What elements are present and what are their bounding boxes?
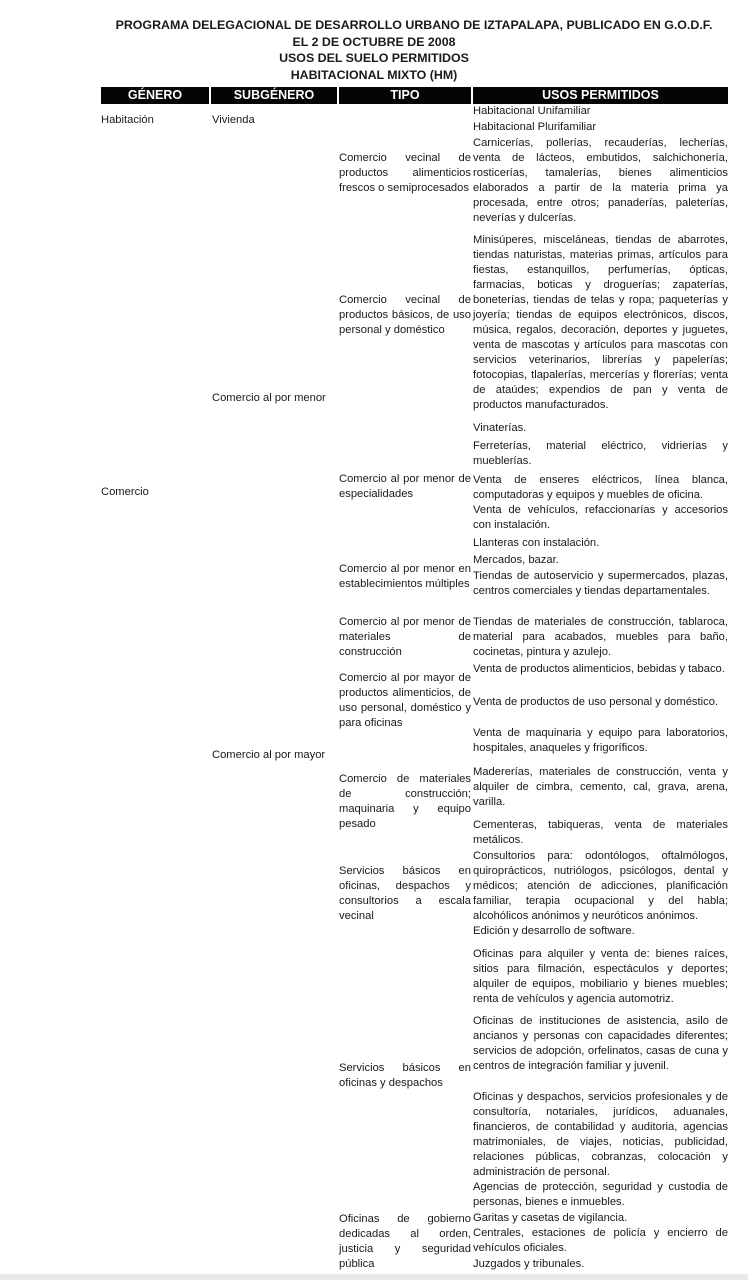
subgenero-comercio-por-menor: Comercio al por menor <box>212 392 326 404</box>
uso-item: Habitacional Unifamiliar <box>473 105 591 117</box>
header-usos-permitidos: USOS PERMITIDOS <box>473 87 728 104</box>
uso-item: Juzgados y tribunales. <box>473 1258 585 1270</box>
tipo-cell: Comercio al por mayor de productos alimenticios, de uso personal, doméstico y para oficinas <box>339 672 471 729</box>
genero-comercio: Comercio <box>101 486 149 498</box>
uso-item: Oficinas para alquiler y venta de: bienes raíces, sitios para filmación, espectáculos y deportes; alquiler de equipos, mobiliario y bienes muebles; renta de vehículos y agencia automotriz. <box>473 948 728 1005</box>
tipo-cell: Comercio al por menor de materiales de construcción <box>339 616 471 658</box>
tipo-cell: Comercio vecinal de productos alimenticios frescos o semiprocesados <box>339 152 471 194</box>
uso-item: Tiendas de autoservicio y supermercados, plazas, centros comerciales y tiendas departamentales. <box>473 570 728 597</box>
uso-item: Minisúperes, misceláneas, tiendas de abarrotes, tiendas naturistas, materias primas, artículos para fiestas, estanquillos, perfumerías, ópticas, farmacias, boticas y droguerías; zapaterías, boneterías, tiendas de telas y ropa; paqueterías y joyería; tiendas de equipos electrónicos, discos, música, regalos, decoración, deportes y juguetes, venta de mascotas y artículos para mascotas con servicios veterinarios, librerías y papelerías; fotocopias, tlapalerías, mercerías y florerías; venta de ataúdes; expendios de pan y venta de productos manufacturados. <box>473 234 728 411</box>
uso-item: Oficinas y despachos, servicios profesionales y de consultoría, notariales, jurídicos, aduanales, financieros, de contabilidad y auditoria, agencias matrimoniales, de viajes, noticias, publicidad, relaciones públicas, cobranzas, colocación y administración de personal. <box>473 1091 728 1178</box>
tipo-cell: Comercio vecinal de productos básicos, de uso personal y doméstico <box>339 294 471 336</box>
tipo-cell: Comercio al por menor en establecimientos múltiples <box>339 563 471 590</box>
uso-item: Agencias de protección, seguridad y custodia de personas, bienes e inmuebles. <box>473 1181 728 1208</box>
header-genero: GÉNERO <box>101 87 209 104</box>
uso-item: Carnicerías, pollerías, recauderías, lecherías, venta de lácteos, embutidos, salchichonería, rosticerías, tamalerías, bienes alimenticios elaborados a partir de la materia prima ya procesada, entre otros; panaderías, paleterías, neverías y dulcerías. <box>473 137 728 224</box>
uso-item: Habitacional Plurifamiliar <box>473 121 597 133</box>
title-line-2: EL 2 DE OCTUBRE DE 2008 <box>292 34 456 49</box>
uso-item: Consultorios para: odontólogos, oftalmólogos, quiroprácticos, nutriólogos, psicólogos, dental y médicos; atención de adicciones, planificación familiar, terapia ocupacional y del habla; alcohólicos anónimos y neuróticos anónimos. <box>473 850 728 922</box>
uso-item: Mercados, bazar. <box>473 554 559 566</box>
uso-item: Tiendas de materiales de construcción, tablaroca, material para acabados, muebles para baño, cocinetas, pintura y azulejo. <box>473 616 728 658</box>
uso-item: Ferreterías, material eléctrico, vidrierías y mueblerías. <box>473 440 728 467</box>
title-line-3: USOS DEL SUELO PERMITIDOS <box>279 51 469 65</box>
uso-item: Madererías, materiales de construcción, venta y alquiler de cimbra, cemento, cal, grava, arena, varilla. <box>473 766 728 808</box>
tipo-cell: Comercio al por menor de especialidades <box>339 473 471 500</box>
uso-item: Venta de vehículos, refaccionarías y accesorios con instalación. <box>473 504 728 531</box>
uso-item: Vinaterías. <box>473 422 527 434</box>
uso-item: Cementeras, tabiqueras, venta de materiales metálicos. <box>473 819 728 846</box>
tipo-cell: Comercio de materiales de construcción; maquinaria y equipo pesado <box>339 773 471 830</box>
page-bottom-edge <box>0 1274 748 1280</box>
subgenero-vivienda: Vivienda <box>212 114 255 126</box>
subgenero-comercio-por-mayor: Comercio al por mayor <box>212 749 326 761</box>
title-line-1: PROGRAMA DELEGACIONAL DE DESARROLLO URBANO DE IZTAPALAPA, PUBLICADO EN G.O.D.F. <box>115 18 713 32</box>
uso-item: Venta de productos de uso personal y doméstico. <box>473 696 719 708</box>
title-line-4: HABITACIONAL MIXTO (HM) <box>290 67 458 82</box>
uso-item: Oficinas de instituciones de asistencia, asilo de ancianos y personas con capacidades diferentes; servicios de adopción, orfelinatos, casas de cuna y centros de integración familiar y juvenil. <box>473 1015 728 1072</box>
genero-habitacion: Habitación <box>101 114 154 126</box>
uso-item: Llanteras con instalación. <box>473 537 600 549</box>
header-tipo: TIPO <box>339 87 471 104</box>
tipo-cell: Servicios básicos en oficinas, despachos y consultorios a escala vecinal <box>339 865 471 922</box>
uso-item: Venta de maquinaria y equipo para laboratorios, hospitales, anaqueles y frigoríficos. <box>473 727 728 754</box>
uso-item: Centrales, estaciones de policía y encierro de vehículos oficiales. <box>473 1227 728 1254</box>
uso-item: Edición y desarrollo de software. <box>473 925 635 937</box>
uso-item: Garitas y casetas de vigilancia. <box>473 1212 628 1224</box>
uso-item: Venta de productos alimenticios, bebidas y tabaco. <box>473 663 725 675</box>
header-subgenero: SUBGÉNERO <box>211 87 337 104</box>
document-title <box>0 17 748 83</box>
tipo-cell: Oficinas de gobierno dedicadas al orden, justicia y seguridad pública <box>339 1213 471 1270</box>
uso-item: Venta de enseres eléctricos, línea blanca, computadoras y equipos y muebles de oficina. <box>473 474 728 501</box>
tipo-cell: Servicios básicos en oficinas y despachos <box>339 1062 471 1089</box>
